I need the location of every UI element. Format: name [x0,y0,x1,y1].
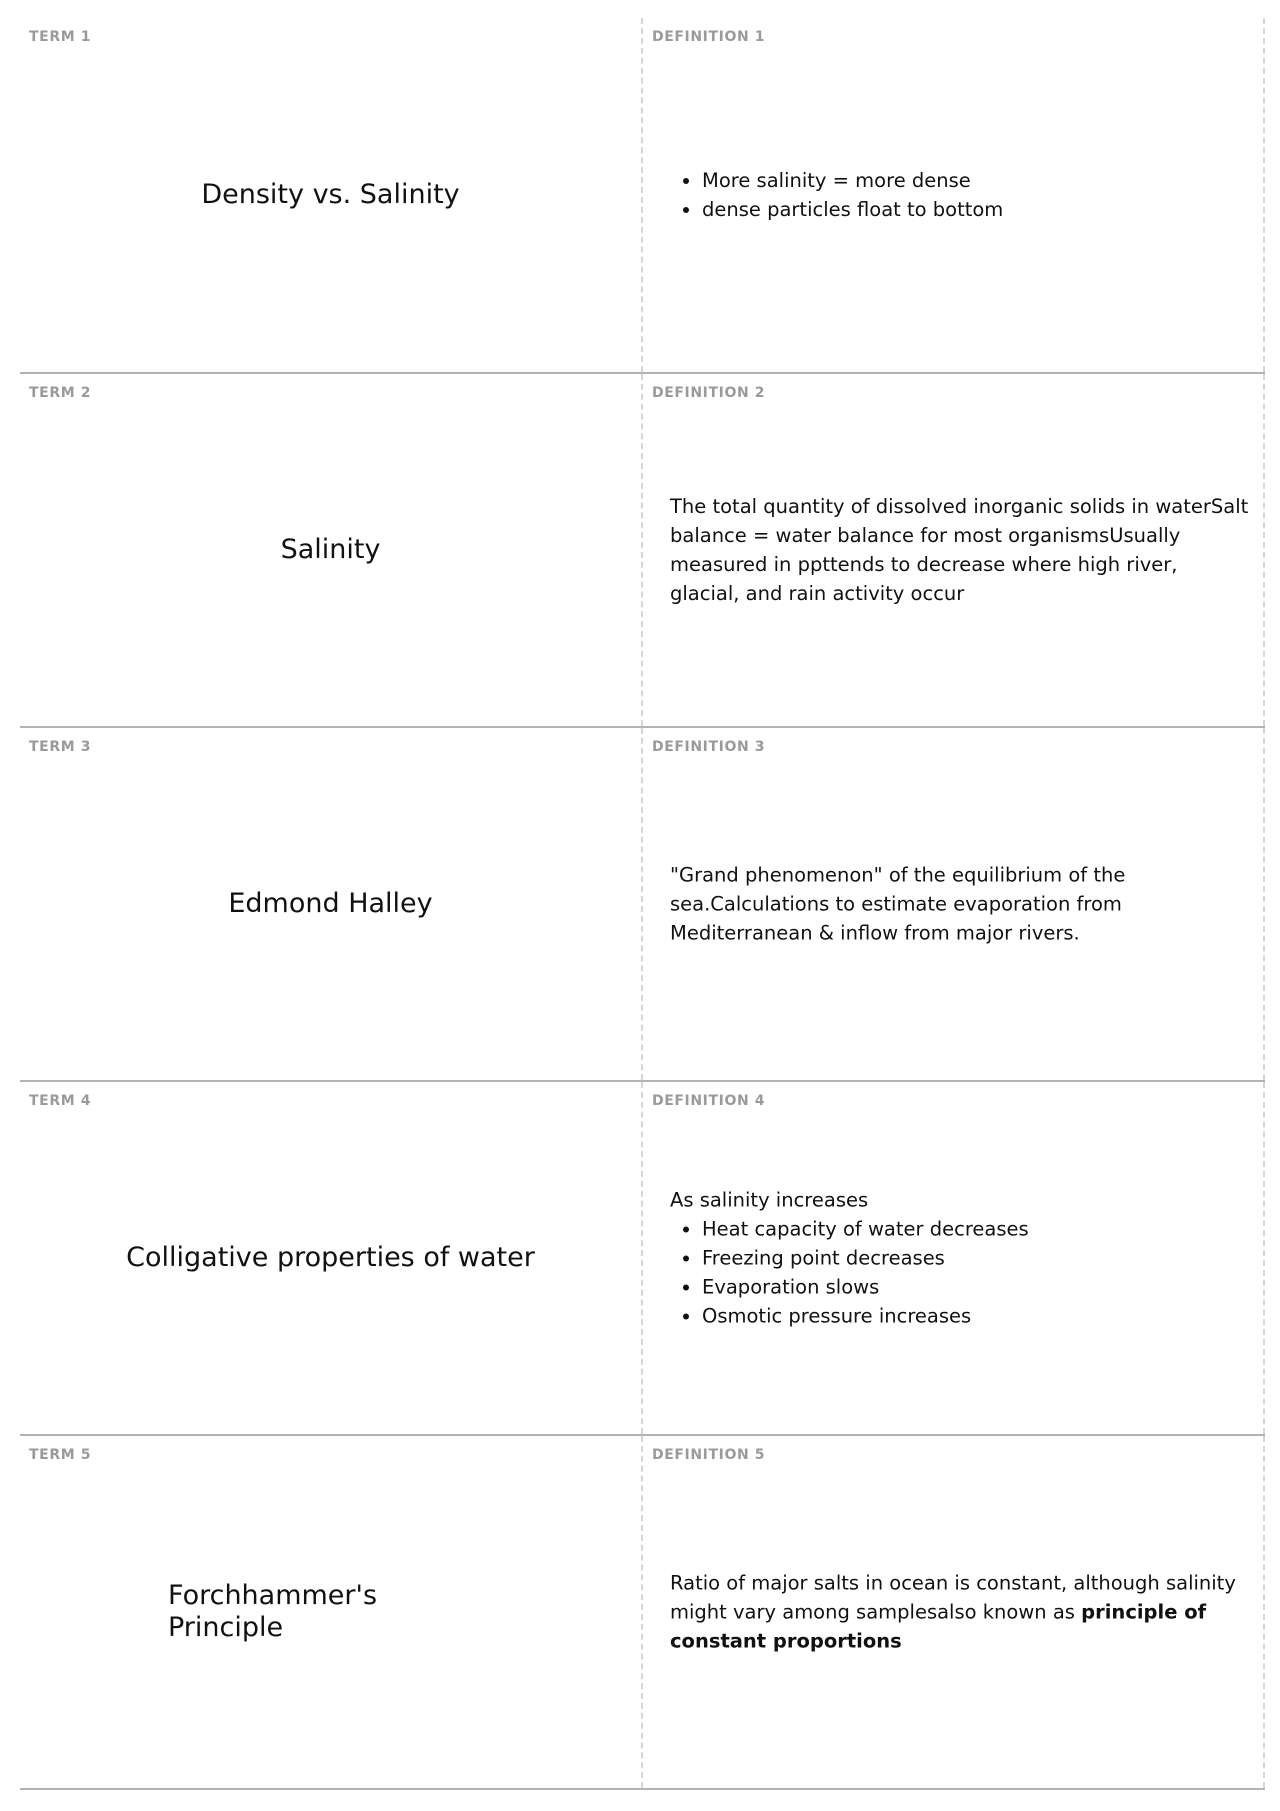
flashcard-row [20,1082,1265,1436]
term-cell [20,18,643,372]
flashcard-row [20,18,1265,374]
definition-bullet: • Freezing point decreases [702,1244,1253,1273]
definition-text: "Grand phenomenon" of the equilibrium of the sea.Calculations to estimate evaporation from Mediterranean & inflow from major rivers. [670,863,1126,945]
definition-bold-term: principle of constant proportions [670,1600,1207,1653]
definition-text: The total quantity of dissolved inorganic solids in waterSalt balance = water balance for most organismsUsually measured in ppttends to decrease where high river, glacial, and rain activity occur [670,495,1249,605]
flashcard-sheet [20,18,1265,1790]
definition-cell [643,1436,1265,1788]
definition-bullet-list [670,166,1253,224]
definition-bullet: • Evaporation slows [702,1273,1253,1302]
term-label: TERM 4 [29,1093,92,1109]
definition-content [670,1186,1253,1331]
flashcard-row [20,374,1265,728]
definition-content [670,861,1253,948]
term-text: Colligative properties of water [126,1242,535,1273]
definition-label: DEFINITION 3 [652,739,766,755]
definition-content [670,492,1253,608]
term-label: TERM 1 [29,29,92,45]
term-label: TERM 5 [29,1447,92,1463]
term-label: TERM 2 [29,385,92,401]
definition-text-block [670,1569,1253,1656]
definition-content [670,1569,1253,1656]
definition-intro: As salinity increases [670,1188,869,1212]
definition-cell [643,18,1265,372]
term-cell [20,1436,643,1788]
definition-label: DEFINITION 4 [652,1093,766,1109]
term-label: TERM 3 [29,739,92,755]
term-text: Density vs. Salinity [201,179,460,210]
flashcard-row [20,728,1265,1082]
definition-bullet-list [670,1215,1253,1331]
definition-cell [643,1082,1265,1434]
definition-bullet: • Osmotic pressure increases [702,1302,1253,1331]
definition-cell [643,374,1265,726]
term-cell [20,374,643,726]
term-cell [20,1082,643,1434]
definition-bullet: • Heat capacity of water decreases [702,1215,1253,1244]
term-text: Salinity [280,534,381,565]
definition-content [670,166,1253,224]
term-cell [20,728,643,1080]
flashcard-row [20,1436,1265,1790]
term-text: Forchhammer's Principle [168,1580,378,1643]
definition-label: DEFINITION 2 [652,385,766,401]
definition-text: Ratio of major salts in ocean is constant, although salinity might vary among samplesalso known as [670,1571,1236,1624]
definition-bullet: • dense particles float to bottom [702,195,1253,224]
definition-bullet: • More salinity = more dense [702,166,1253,195]
definition-label: DEFINITION 1 [652,29,766,45]
definition-cell [643,728,1265,1080]
definition-label: DEFINITION 5 [652,1447,766,1463]
term-text: Edmond Halley [228,888,433,919]
